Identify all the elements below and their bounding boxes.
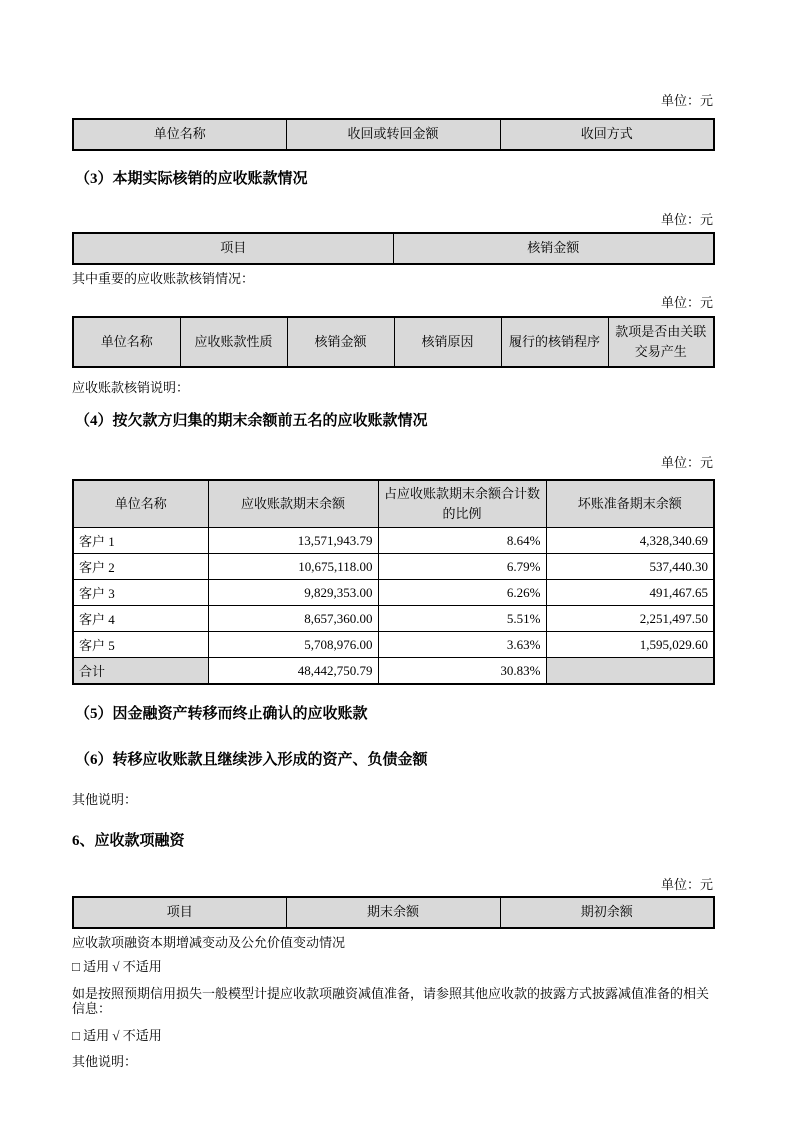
heading-continuing-involvement-section: （6）转移应收账款且继续涉入形成的资产、负债金额 [75, 752, 428, 768]
important-writeoffs-note: 其中重要的应收账款核销情况： [72, 271, 255, 286]
provision-cell: 491,467.65 [546, 580, 714, 606]
header-writeoff-amount: 核销金额 [287, 317, 394, 367]
header-writeoff-procedure: 履行的核销程序 [501, 317, 608, 367]
table-row-customer2 [73, 554, 714, 580]
writeoff-summary-table [72, 232, 715, 265]
percentage-cell: 6.79% [378, 554, 546, 580]
header-ending-balance: 应收账款期末余额 [208, 480, 378, 528]
financing-table [72, 896, 715, 929]
table-row-total [73, 658, 714, 685]
provision-cell: 1,595,029.60 [546, 632, 714, 658]
total-balance-cell: 48,442,750.79 [208, 658, 378, 685]
header-recovery-method: 收回方式 [500, 119, 714, 150]
header-related-party: 款项是否由关联交易产生 [608, 317, 714, 367]
table-row-customer4 [73, 606, 714, 632]
header-item: 项目 [73, 233, 393, 264]
balance-cell: 9,829,353.00 [208, 580, 378, 606]
customer-name-cell: 客户 2 [73, 554, 208, 580]
header-recovered-amount: 收回或转回金额 [286, 119, 500, 150]
balance-cell: 8,657,360.00 [208, 606, 378, 632]
other-note: 其他说明： [72, 792, 138, 807]
total-percentage-cell: 30.83% [378, 658, 546, 685]
financing-change-note: 应收款项融资本期增减变动及公允价值变动情况 [72, 935, 346, 950]
table-row-customer3 [73, 580, 714, 606]
table-row-customer5 [73, 632, 714, 658]
recovery-table [72, 118, 715, 151]
table-header-row [73, 233, 714, 264]
unit-label: 单位：元 [660, 455, 713, 470]
header-ending-balance: 期末余额 [286, 897, 500, 928]
provision-cell: 2,251,497.50 [546, 606, 714, 632]
applicability-selector: □ 适用 √ 不适用 [72, 1028, 162, 1043]
table-header-row [73, 317, 714, 367]
header-percentage: 占应收账款期末余额合计数的比例 [378, 480, 546, 528]
balance-cell: 13,571,943.79 [208, 528, 378, 554]
table-row-customer1 [73, 528, 714, 554]
header-item: 项目 [73, 897, 286, 928]
writeoff-explanation-note: 应收账款核销说明： [72, 380, 190, 395]
header-unit-name: 单位名称 [73, 317, 180, 367]
unit-label: 单位：元 [660, 93, 713, 108]
balance-cell: 10,675,118.00 [208, 554, 378, 580]
table-header-row [73, 480, 714, 528]
top5-receivables-table [72, 479, 715, 685]
percentage-cell: 5.51% [378, 606, 546, 632]
heading-receivables-financing: 6、应收款项融资 [72, 833, 185, 849]
header-unit-name: 单位名称 [73, 119, 286, 150]
other-note: 其他说明： [72, 1054, 138, 1069]
table-header-row [73, 119, 714, 150]
report-content [72, 0, 713, 1069]
heading-top5-section: （4）按欠款方归集的期末余额前五名的应收账款情况 [75, 413, 428, 429]
unit-label: 单位：元 [660, 295, 713, 310]
percentage-cell: 8.64% [378, 528, 546, 554]
header-writeoff-reason: 核销原因 [394, 317, 501, 367]
header-unit-name: 单位名称 [73, 480, 208, 528]
applicability-selector: □ 适用 √ 不适用 [72, 959, 162, 974]
provision-cell: 537,440.30 [546, 554, 714, 580]
credit-loss-note: 如是按照预期信用损失一般模型计提应收款项融资减值准备，请参照其他应收款的披露方式披露减值准备的相关信息： [72, 986, 710, 1016]
heading-writeoff-section: （3）本期实际核销的应收账款情况 [75, 171, 308, 187]
balance-cell: 5,708,976.00 [208, 632, 378, 658]
total-label-cell: 合计 [73, 658, 208, 685]
provision-cell: 4,328,340.69 [546, 528, 714, 554]
header-writeoff-amount: 核销金额 [393, 233, 714, 264]
table-header-row [73, 897, 714, 928]
customer-name-cell: 客户 4 [73, 606, 208, 632]
writeoff-detail-table [72, 316, 715, 368]
heading-derecognition-section: （5）因金融资产转移而终止确认的应收账款 [75, 706, 368, 722]
total-provision-cell [546, 658, 714, 685]
header-bad-debt-provision: 坏账准备期末余额 [546, 480, 714, 528]
unit-label: 单位：元 [660, 877, 713, 892]
customer-name-cell: 客户 1 [73, 528, 208, 554]
customer-name-cell: 客户 3 [73, 580, 208, 606]
header-beginning-balance: 期初余额 [500, 897, 714, 928]
customer-name-cell: 客户 5 [73, 632, 208, 658]
percentage-cell: 6.26% [378, 580, 546, 606]
header-receivable-nature: 应收账款性质 [180, 317, 287, 367]
percentage-cell: 3.63% [378, 632, 546, 658]
unit-label: 单位：元 [660, 212, 713, 227]
